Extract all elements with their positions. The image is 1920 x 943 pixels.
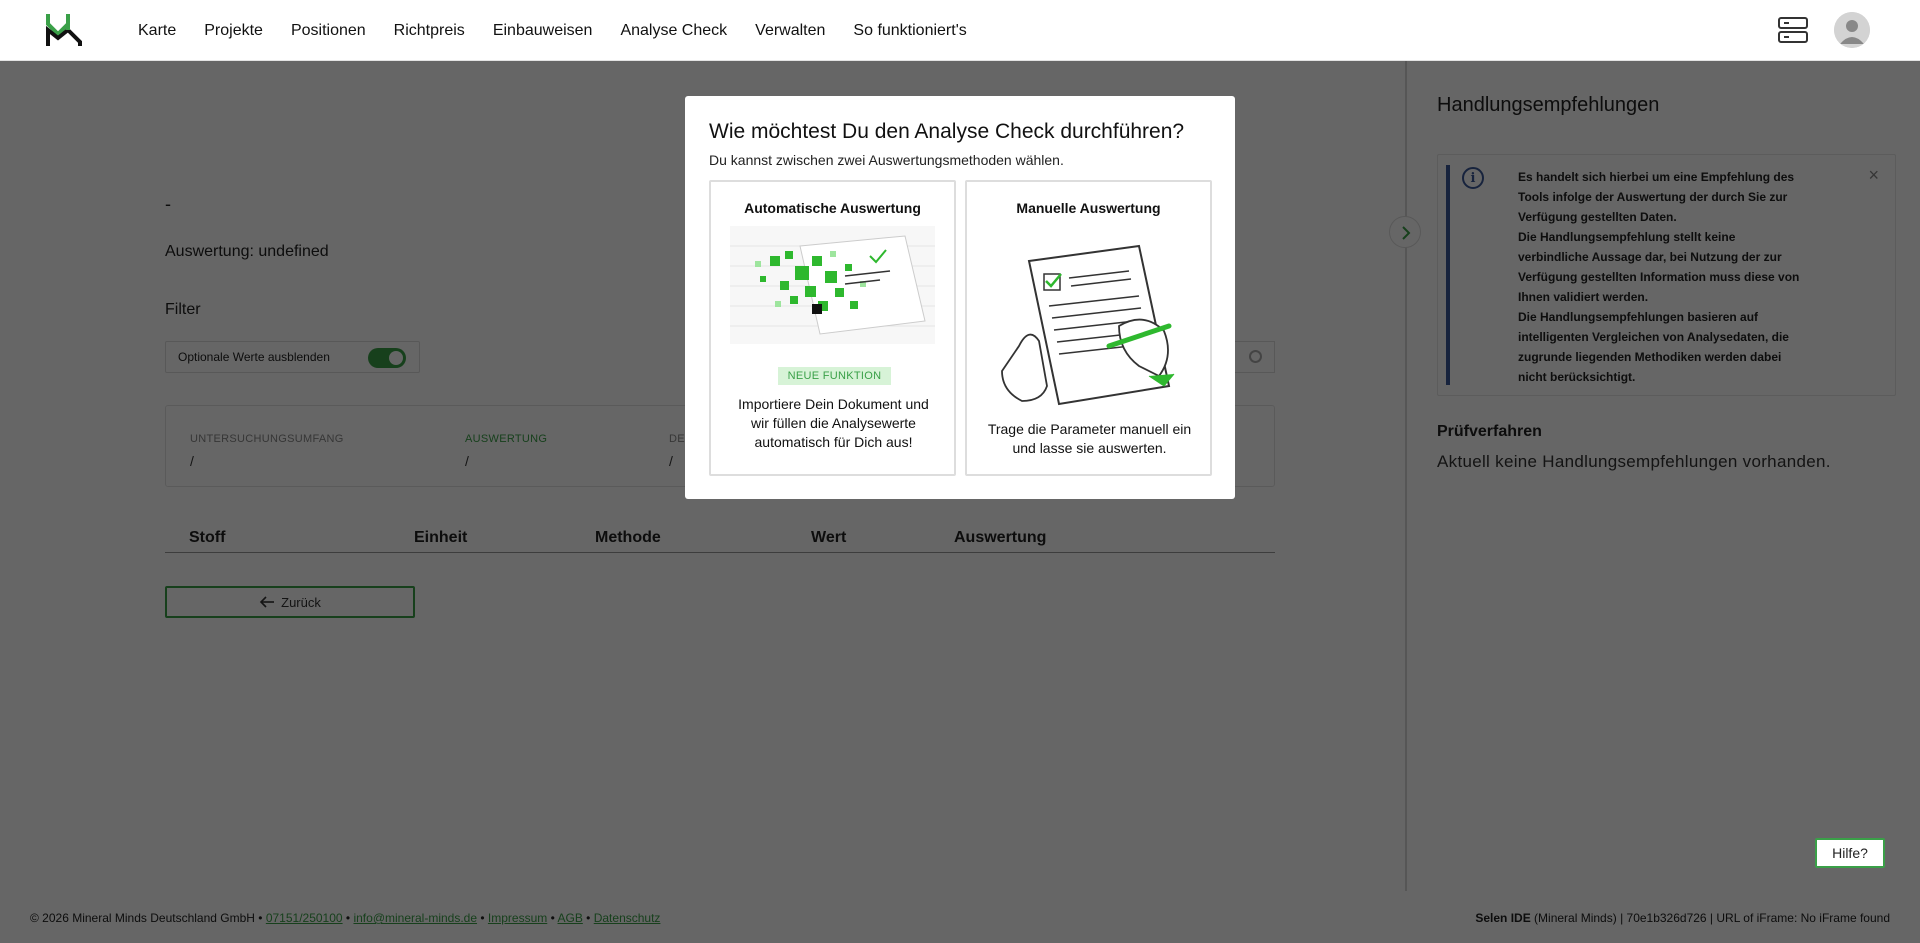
auto-evaluation-option[interactable] [709,180,956,476]
auto-option-description [725,395,942,452]
help-button[interactable]: Hilfe? [1815,838,1885,868]
server-icon[interactable] [1777,14,1809,46]
modal-subtitle: Du kannst zwischen zwei Auswertungsmethoden wählen. [709,152,1064,168]
description-line: Trage die Parameter manuell ein [987,421,1192,437]
nav-item-richtpreis[interactable]: Richtpreis [393,21,465,39]
nav-item-so-funktionierts[interactable]: So funktioniert's [853,21,967,39]
description-line: Importiere Dein Dokument und [738,396,929,412]
manual-evaluation-option[interactable] [965,180,1212,476]
new-feature-badge: NEUE FUNKTION [778,367,891,385]
auto-option-title: Automatische Auswertung [744,200,921,216]
manual-form-illustration [989,226,1189,416]
document-scan-illustration [730,226,935,344]
nav-item-analyse-check[interactable]: Analyse Check [620,21,728,39]
nav-item-karte[interactable]: Karte [138,21,177,39]
main-nav [138,0,995,61]
logo-icon[interactable] [46,12,84,48]
nav-item-positionen[interactable]: Positionen [290,21,366,39]
modal-title: Wie möchtest Du den Analyse Check durchführen? [709,120,1185,143]
nav-item-verwalten[interactable]: Verwalten [755,21,826,39]
analysis-method-modal [685,96,1235,499]
avatar-icon[interactable] [1834,12,1870,48]
top-navbar [0,0,1920,61]
nav-item-einbauweisen[interactable]: Einbauweisen [492,21,593,39]
manual-option-description [981,420,1198,458]
description-line: wir füllen die Analysewerte [751,415,916,431]
manual-option-title: Manuelle Auswertung [1016,200,1161,216]
description-line: und lasse sie auswerten. [1012,440,1167,456]
nav-item-projekte[interactable]: Projekte [204,21,263,39]
description-line: automatisch für Dich aus! [754,434,913,450]
